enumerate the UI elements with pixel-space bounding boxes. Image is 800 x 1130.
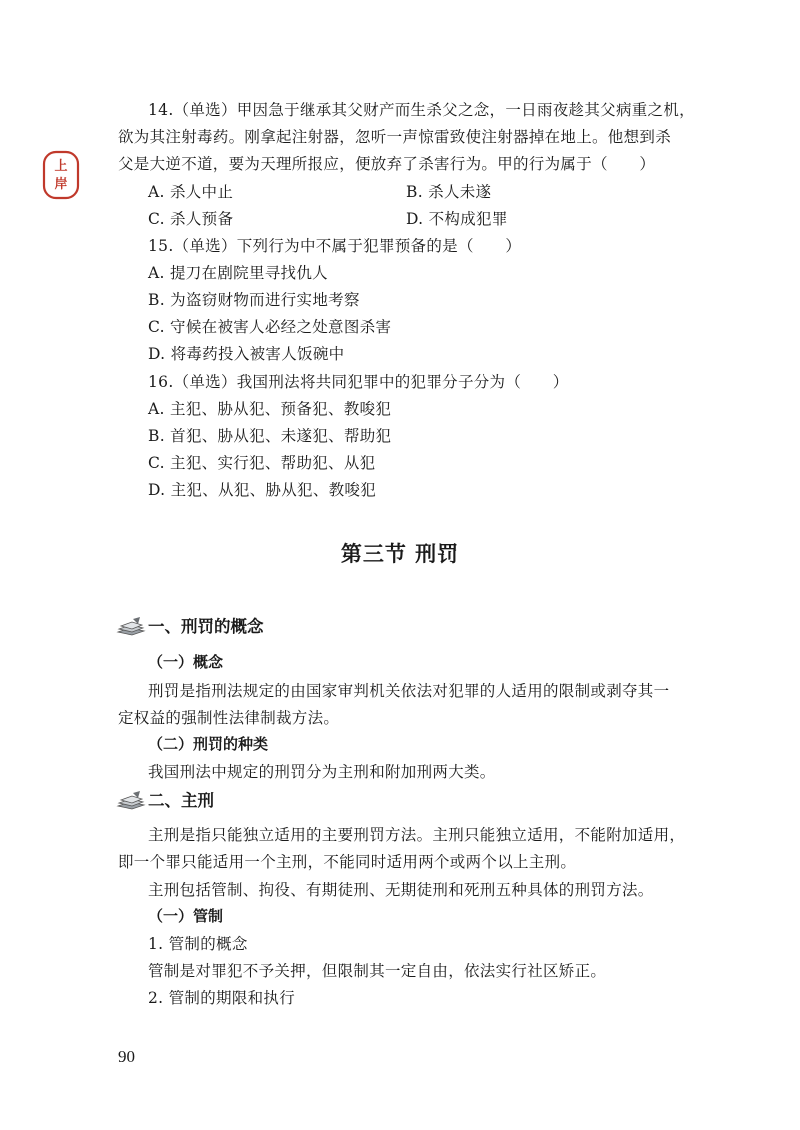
- q14-option-d: D. 不构成犯罪: [406, 210, 508, 228]
- q14-line-1: 14.（单选）甲因急于继承其父财产而生杀父之念，一日雨夜趁其父病重之机，: [148, 101, 695, 119]
- q14-option-a: A. 杀人中止: [148, 183, 234, 201]
- part1-heading: 一、刑罚的概念: [148, 617, 264, 636]
- q15-line-1: 15.（单选）下列行为中不属于犯罪预备的是（ ）: [148, 237, 522, 255]
- part1-sub2: （二）刑罚的种类: [148, 735, 269, 753]
- part2-item1-text: 管制是对罪犯不予关押，但限制其一定自由，依法实行社区矫正。: [148, 962, 607, 980]
- q15-option-c: C. 守候在被害人必经之处意图杀害: [148, 318, 392, 336]
- q14-option-c: C. 杀人预备: [148, 210, 234, 228]
- q15-option-a: A. 提刀在剧院里寻找仇人: [148, 264, 328, 282]
- q14-line-2: 欲为其注射毒药。刚拿起注射器，忽听一声惊雷致使注射器掉在地上。他想到杀: [118, 128, 672, 146]
- part2-item2: 2. 管制的期限和执行: [148, 989, 296, 1007]
- part2-heading: 二、主刑: [148, 791, 214, 810]
- part1-sub1: （一）概念: [148, 653, 224, 671]
- q15-option-b: B. 为盗窃财物而进行实地考察: [148, 291, 360, 309]
- book-icon: [116, 616, 146, 636]
- part2-sub1: （一）管制: [148, 907, 224, 925]
- q16-line-1: 16.（单选）我国刑法将共同犯罪中的犯罪分子分为（ ）: [148, 373, 569, 391]
- part2-para2: 主刑包括管制、拘役、有期徒刑、无期徒刑和死刑五种具体的刑罚方法。: [148, 881, 654, 899]
- page-number: 90: [118, 1047, 135, 1066]
- part2-para1-line2: 即一个罪只能适用一个主刑，不能同时适用两个或两个以上主刑。: [118, 853, 577, 871]
- q16-option-a: A. 主犯、胁从犯、预备犯、教唆犯: [148, 400, 392, 418]
- q16-option-d: D. 主犯、从犯、胁从犯、教唆犯: [148, 481, 377, 499]
- part2-item1: 1. 管制的概念: [148, 935, 248, 953]
- section-title: 第三节 刑罚: [340, 542, 460, 566]
- book-icon: [116, 790, 146, 810]
- svg-text:岸: 岸: [54, 177, 68, 192]
- q14-option-b: B. 杀人未遂: [406, 183, 492, 201]
- part1-para2: 我国刑法中规定的刑罚分为主刑和附加刑两大类。: [148, 763, 496, 781]
- svg-text:上: 上: [54, 159, 68, 174]
- q16-option-c: C. 主犯、实行犯、帮助犯、从犯: [148, 454, 376, 472]
- q14-line-3: 父是大逆不道，要为天理所报应，便放弃了杀害行为。甲的行为属于（ ）: [118, 155, 656, 173]
- q15-option-d: D. 将毒药投入被害人饭碗中: [148, 345, 345, 363]
- part2-para1-line1: 主刑是指只能独立适用的主要刑罚方法。主刑只能独立适用，不能附加适用，: [148, 826, 686, 844]
- q16-option-b: B. 首犯、胁从犯、未遂犯、帮助犯: [148, 427, 392, 445]
- part1-para1-line1: 刑罚是指刑法规定的由国家审判机关依法对犯罪的人适用的限制或剥夺其一: [148, 682, 670, 700]
- part1-para1-line2: 定权益的强制性法律制裁方法。: [118, 709, 340, 727]
- seal-logo: [42, 150, 80, 200]
